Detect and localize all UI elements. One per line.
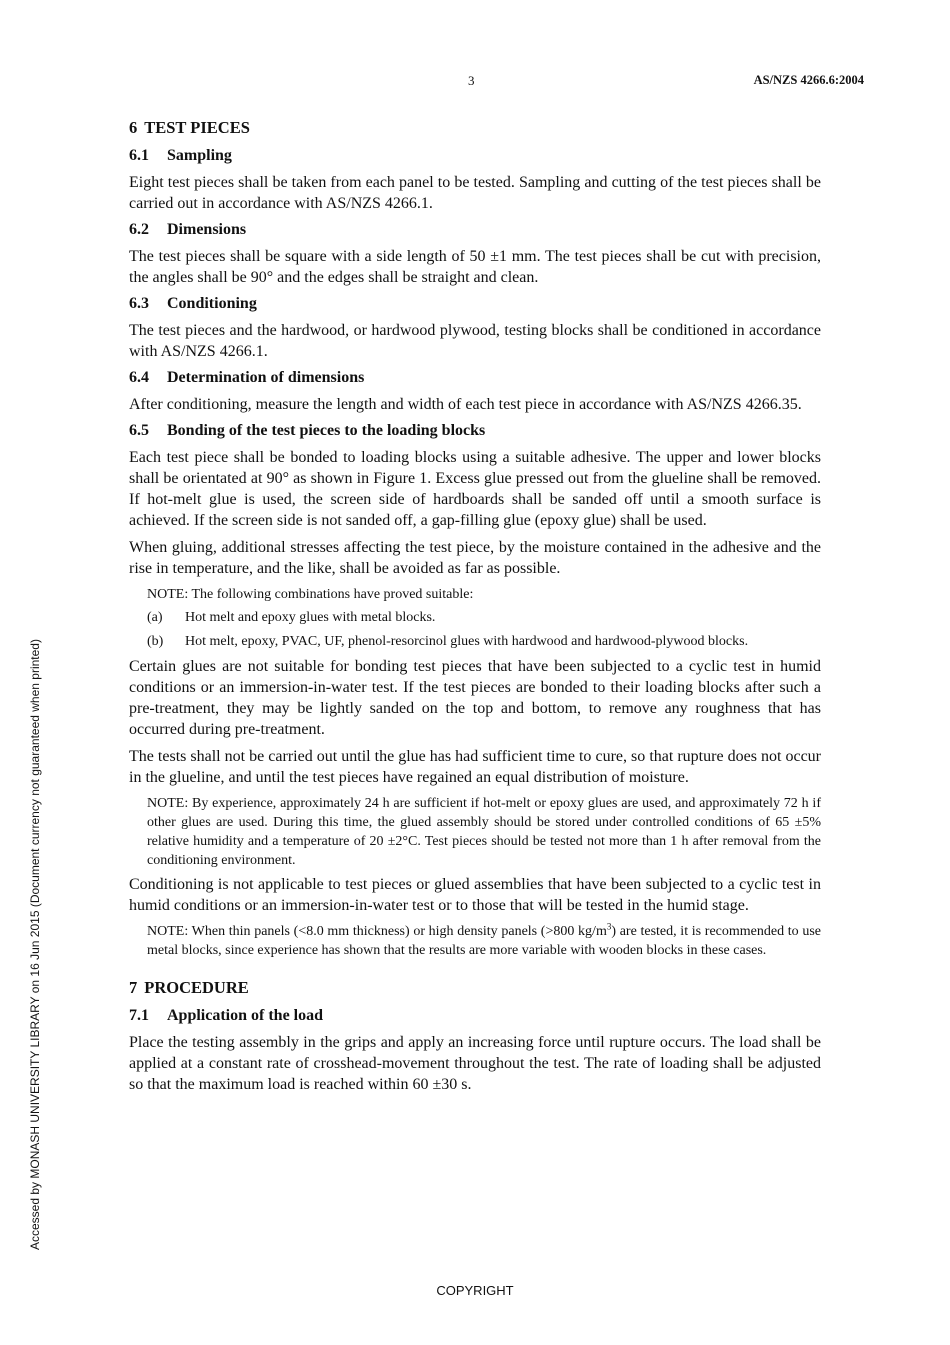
- clause-6-5-paragraph-1: Each test piece shall be bonded to loading blocks using a suitable adhesive. The upper and lower blocks shall be orientated at 90° as shown in Figure 1. Excess glue pressed out from the glueline shall be removed. If hot-melt glue is used, the screen side of hardboards shall be sanded off until a smooth surface is achieved. If the screen side is not sanded off, a gap-filling glue (epoxy glue) shall be used.: [129, 449, 821, 529]
- clause-title: Sampling: [167, 147, 232, 164]
- clause-number: 6.5: [129, 422, 149, 439]
- clause-number: 7.1: [129, 1007, 149, 1024]
- clause-6-4-heading: [129, 368, 821, 388]
- clause-6-5-paragraph-4: The tests shall not be carried out until the glue has had sufficient time to cure, so that rupture does not occur in the glueline, and until the test pieces have regained an equal distribution of moisture.: [129, 748, 821, 786]
- clause-title: Conditioning: [167, 295, 257, 312]
- clause-6-1-heading: [129, 146, 821, 166]
- superscript: 3: [606, 921, 612, 932]
- clause-title: Dimensions: [167, 221, 247, 238]
- clause-6-2-heading: [129, 220, 821, 240]
- clause-6-3-heading: [129, 294, 821, 314]
- note-text-start: NOTE: When thin panels (<8.0 mm thickness) or high density panels (>800 kg/m: [147, 924, 607, 939]
- note-curing-time: NOTE: By experience, approximately 24 h are sufficient if hot-melt or epoxy glues are used, and approximately 72 h if other glues are used. During this time, the glued assembly should be stored under controlled conditions of 65 ±5% relative humidity and a temperature of 20 ±2°C. Test pieces should be tested not more than 1 h after removal from the conditioning environment.: [147, 796, 821, 868]
- list-item-b: [147, 632, 821, 651]
- list-label: (b): [147, 634, 164, 649]
- clause-6-5-paragraph-2: When gluing, additional stresses affecting the test piece, by the moisture contained in the adhesive and the rise in temperature, and the like, shall be avoided as far as possible.: [129, 539, 821, 577]
- clause-title: Bonding of the test pieces to the loading blocks: [167, 422, 486, 439]
- standard-code: AS/NZS 4266.6:2004: [753, 73, 864, 87]
- list-text: Hot melt and epoxy glues with metal blocks.: [185, 610, 436, 625]
- clause-title: Determination of dimensions: [167, 369, 365, 386]
- clause-6-5-paragraph-5: Conditioning is not applicable to test pieces or glued assemblies that have been subjected to a cyclic test in humid conditions or an immersion-in-water test or to those that will be tested in the humid stage.: [129, 876, 821, 914]
- list-label: (a): [147, 610, 163, 625]
- section-number: 6: [129, 118, 138, 137]
- section-title: PROCEDURE: [144, 978, 249, 997]
- clause-title: Application of the load: [167, 1007, 324, 1024]
- clause-number: 6.3: [129, 295, 149, 312]
- note-text-end: ) are tested, it is recommended to use metal blocks, since experience has shown that the results are more variable with wooden blocks in these cases.: [147, 924, 822, 958]
- list-item-a: [147, 608, 821, 627]
- clause-6-2-paragraph: The test pieces shall be square with a side length of 50 ±1 mm. The test pieces shall be cut with precision, the angles shall be 90° and the edges shall be straight and clean.: [129, 248, 821, 286]
- clause-7-1-paragraph: Place the testing assembly in the grips and apply an increasing force until rupture occurs. The load shall be applied at a constant rate of crosshead-movement throughout the test. The rate of loading shall be adjusted so that the maximum load is reached within 60 ±30 s.: [129, 1034, 821, 1093]
- list-text: Hot melt, epoxy, PVAC, UF, phenol-resorcinol glues with hardwood and hardwood-plywood blocks.: [185, 634, 749, 649]
- note-metal-blocks: [147, 922, 821, 960]
- copyright-footer: COPYRIGHT: [436, 1283, 514, 1298]
- clause-6-5-heading: [129, 421, 821, 441]
- clause-6-3-paragraph: The test pieces and the hardwood, or hardwood plywood, testing blocks shall be conditioned in accordance with AS/NZS 4266.1.: [129, 322, 821, 360]
- note-suitable-combinations: NOTE: The following combinations have proved suitable:: [147, 587, 474, 602]
- clause-6-1-paragraph: Eight test pieces shall be taken from each panel to be tested. Sampling and cutting of the test pieces shall be carried out in accordance with AS/NZS 4266.1.: [129, 174, 821, 212]
- access-watermark: Accessed by MONASH UNIVERSITY LIBRARY on 16 Jun 2015 (Document currency not guaranteed when printed): [28, 639, 42, 1250]
- section-number: 7: [129, 978, 138, 997]
- clause-7-1-heading: [129, 1006, 821, 1026]
- clause-6-5-paragraph-3: Certain glues are not suitable for bonding test pieces that have been subjected to a cyclic test in humid conditions or an immersion-in-water test. If the test pieces are bonded to their loading blocks after such a pre-treatment, they may be lightly sanded on the top and bottom, to remove any roughness that has occurred during pre-treatment.: [129, 658, 821, 738]
- document-body: [129, 118, 821, 1101]
- clause-number: 6.1: [129, 147, 149, 164]
- section-title: TEST PIECES: [144, 118, 250, 137]
- page-number: 3: [468, 73, 475, 88]
- clause-number: 6.4: [129, 369, 149, 386]
- section-6-heading: [129, 118, 821, 138]
- clause-6-4-paragraph: After conditioning, measure the length and width of each test piece in accordance with AS/NZS 4266.35.: [129, 396, 802, 413]
- section-7-heading: [129, 978, 821, 998]
- clause-number: 6.2: [129, 221, 149, 238]
